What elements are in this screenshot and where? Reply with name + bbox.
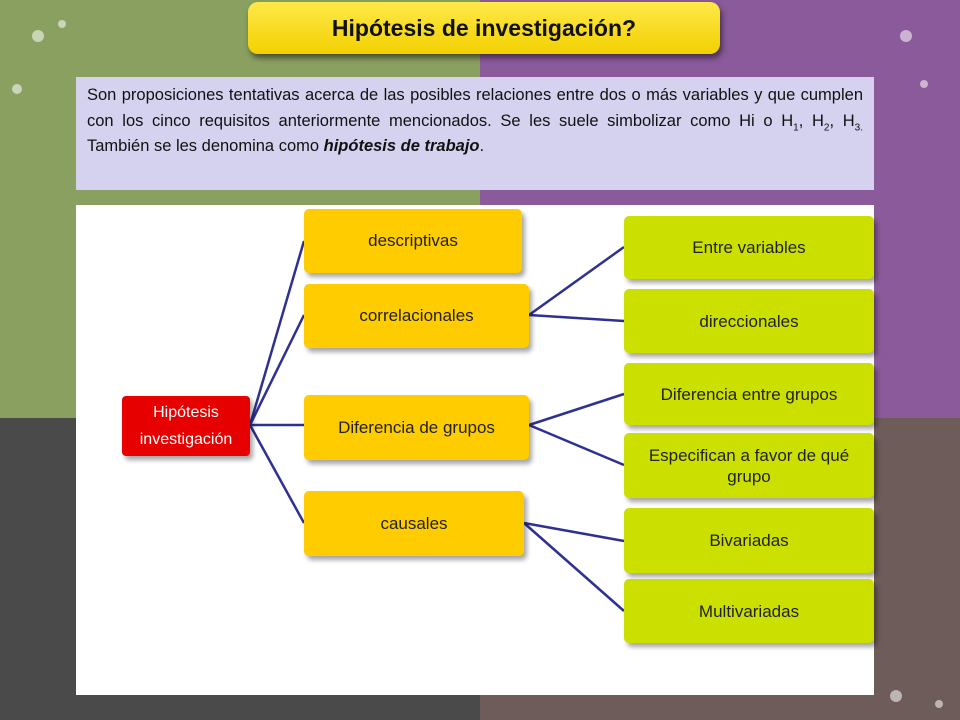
node-diferencia-entre-grupos: Diferencia entre grupos (624, 363, 874, 425)
connector-line (529, 247, 624, 315)
decorative-dot (12, 84, 22, 94)
decorative-dot (920, 80, 928, 88)
hypothesis-diagram (76, 205, 874, 695)
connector-line (524, 523, 624, 541)
root-node-label: investigación (139, 431, 233, 448)
intro-separator: , H (829, 111, 855, 130)
subscript: 3. (854, 121, 864, 133)
connector-line (524, 523, 624, 611)
node-correlacionales: correlacionales (304, 284, 529, 348)
root-node-hipotesis-investigacion (122, 396, 250, 456)
node-diferencia-de-grupos: Diferencia de grupos (304, 395, 529, 460)
connector-line (529, 315, 624, 321)
node-especifican-a-favor-de-que-grupo: Especifican a favor de qué grupo (624, 433, 874, 498)
node-descriptivas: descriptivas (304, 209, 522, 273)
connector-line (529, 425, 624, 465)
node-bivariadas: Bivariadas (624, 508, 874, 573)
page-title: Hipótesis de investigación? (248, 2, 720, 54)
intro-text: Son proposiciones tentativas acerca de las posibles relaciones entre dos o más variables y que cumplen con los cinco requisitos anteriormente mencionados. Se les suele simbolizar como Hi o H (87, 86, 863, 130)
connector-line (529, 394, 624, 425)
subscript: 1 (793, 121, 799, 133)
node-causales: causales (304, 491, 524, 556)
connector-line (250, 425, 304, 523)
decorative-dot (58, 20, 66, 28)
intro-paragraph (76, 77, 874, 190)
decorative-dot (900, 30, 912, 42)
node-entre-variables: Entre variables (624, 216, 874, 279)
decorative-dot (935, 700, 943, 708)
node-multivariadas: Multivariadas (624, 579, 874, 643)
intro-text: . (479, 137, 485, 155)
node-direccionales: direccionales (624, 289, 874, 353)
intro-separator: , H (798, 111, 824, 130)
intro-emphasis: hipótesis de trabajo (323, 137, 480, 155)
intro-text: También se les denomina como (87, 137, 324, 155)
decorative-dot (32, 30, 44, 42)
subscript: 2 (823, 121, 830, 133)
root-node-label: Hipótesis (153, 404, 219, 421)
decorative-dot (890, 690, 902, 702)
